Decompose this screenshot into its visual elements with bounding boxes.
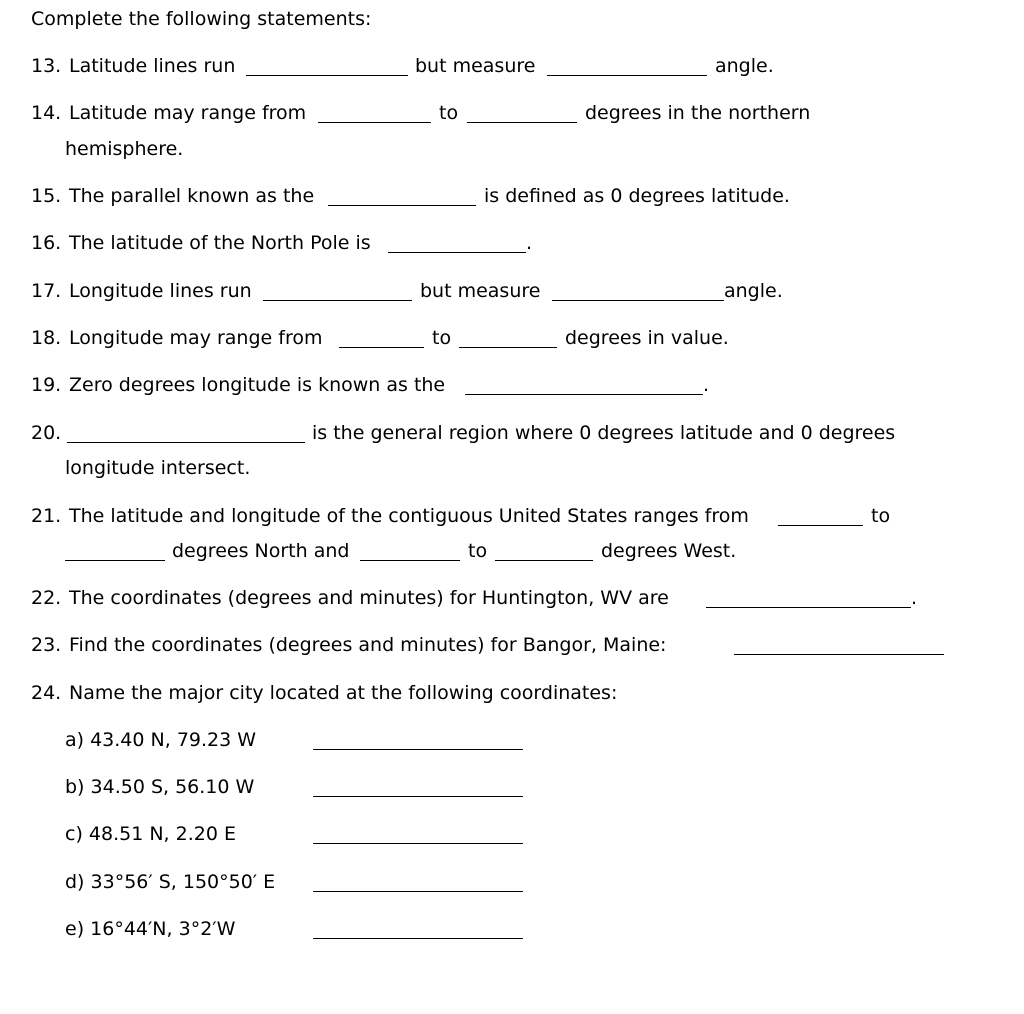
heading: Complete the following statements: — [31, 8, 372, 30]
q22-number: 22. — [31, 587, 62, 609]
q23-blank-1[interactable] — [734, 654, 944, 655]
q19-number: 19. — [31, 374, 62, 396]
q13-number: 13. — [31, 55, 62, 77]
q21-text-c: degrees North and — [172, 540, 350, 562]
q17-blank-2[interactable] — [552, 300, 724, 301]
q24-item-b: b) 34.50 S, 56.10 W — [65, 776, 255, 798]
q14-text-b: to — [439, 102, 459, 124]
q14-blank-1[interactable] — [318, 122, 431, 123]
q19-end: . — [703, 374, 710, 396]
q13-text-b: but measure — [415, 55, 536, 77]
q20-text-b: longitude intersect. — [65, 457, 251, 479]
q19-text-a: Zero degrees longitude is known as the — [69, 374, 446, 396]
q18-blank-2[interactable] — [459, 347, 557, 348]
q18-blank-1[interactable] — [339, 347, 424, 348]
q16-blank-1[interactable] — [388, 252, 526, 253]
q17-number: 17. — [31, 280, 62, 302]
q17-blank-1[interactable] — [263, 300, 412, 301]
q18-number: 18. — [31, 327, 62, 349]
q24-item-e: e) 16°44′N, 3°2′W — [65, 918, 236, 940]
q20-text-a: is the general region where 0 degrees latitude and 0 degrees — [312, 422, 896, 444]
q13-blank-2[interactable] — [547, 75, 707, 76]
q21-blank-2[interactable] — [65, 560, 165, 561]
q21-blank-1[interactable] — [778, 525, 863, 526]
q21-text-d: to — [468, 540, 488, 562]
q21-blank-3[interactable] — [360, 560, 460, 561]
q19-blank-1[interactable] — [465, 394, 703, 395]
q15-text-a: The parallel known as the — [69, 185, 315, 207]
q16-text-a: The latitude of the North Pole is — [69, 232, 371, 254]
q13-text-c: angle. — [715, 55, 774, 77]
q24-blank-b[interactable] — [313, 796, 523, 797]
q15-number: 15. — [31, 185, 62, 207]
q23-number: 23. — [31, 634, 62, 656]
q22-end: . — [911, 587, 918, 609]
q23-text-a: Find the coordinates (degrees and minutes) for Bangor, Maine: — [69, 634, 667, 656]
q17-text-b: but measure — [420, 280, 541, 302]
q22-blank-1[interactable] — [706, 607, 911, 608]
q16-end: . — [526, 232, 533, 254]
q14-blank-2[interactable] — [467, 122, 577, 123]
q24-blank-a[interactable] — [313, 749, 523, 750]
q18-text-c: degrees in value. — [565, 327, 729, 349]
q16-number: 16. — [31, 232, 62, 254]
q13-blank-1[interactable] — [246, 75, 408, 76]
q20-blank-1[interactable] — [67, 442, 305, 443]
q21-number: 21. — [31, 505, 62, 527]
q24-item-d: d) 33°56′ S, 150°50′ E — [65, 871, 276, 893]
q24-blank-c[interactable] — [313, 843, 523, 844]
q22-text-a: The coordinates (degrees and minutes) for Huntington, WV are — [69, 587, 669, 609]
q14-text-a: Latitude may range from — [69, 102, 307, 124]
q14-text-d: hemisphere. — [65, 138, 184, 160]
q14-text-c: degrees in the northern — [585, 102, 811, 124]
q14-number: 14. — [31, 102, 62, 124]
q21-blank-4[interactable] — [495, 560, 593, 561]
q24-blank-e[interactable] — [313, 938, 523, 939]
q13-text-a: Latitude lines run — [69, 55, 236, 77]
q17-text-a: Longitude lines run — [69, 280, 252, 302]
q24-item-c: c) 48.51 N, 2.20 E — [65, 823, 236, 845]
q15-blank-1[interactable] — [328, 205, 476, 206]
q24-text-a: Name the major city located at the following coordinates: — [69, 682, 618, 704]
q18-text-b: to — [432, 327, 452, 349]
q24-blank-d[interactable] — [313, 891, 523, 892]
q15-text-b: is defined as 0 degrees latitude. — [484, 185, 790, 207]
q20-number: 20. — [31, 422, 62, 444]
q24-number: 24. — [31, 682, 62, 704]
q24-item-a: a) 43.40 N, 79.23 W — [65, 729, 257, 751]
q21-text-b: to — [871, 505, 891, 527]
q21-text-e: degrees West. — [601, 540, 737, 562]
q21-text-a: The latitude and longitude of the contiguous United States ranges from — [69, 505, 749, 527]
q18-text-a: Longitude may range from — [69, 327, 323, 349]
q17-text-c: angle. — [724, 280, 783, 302]
